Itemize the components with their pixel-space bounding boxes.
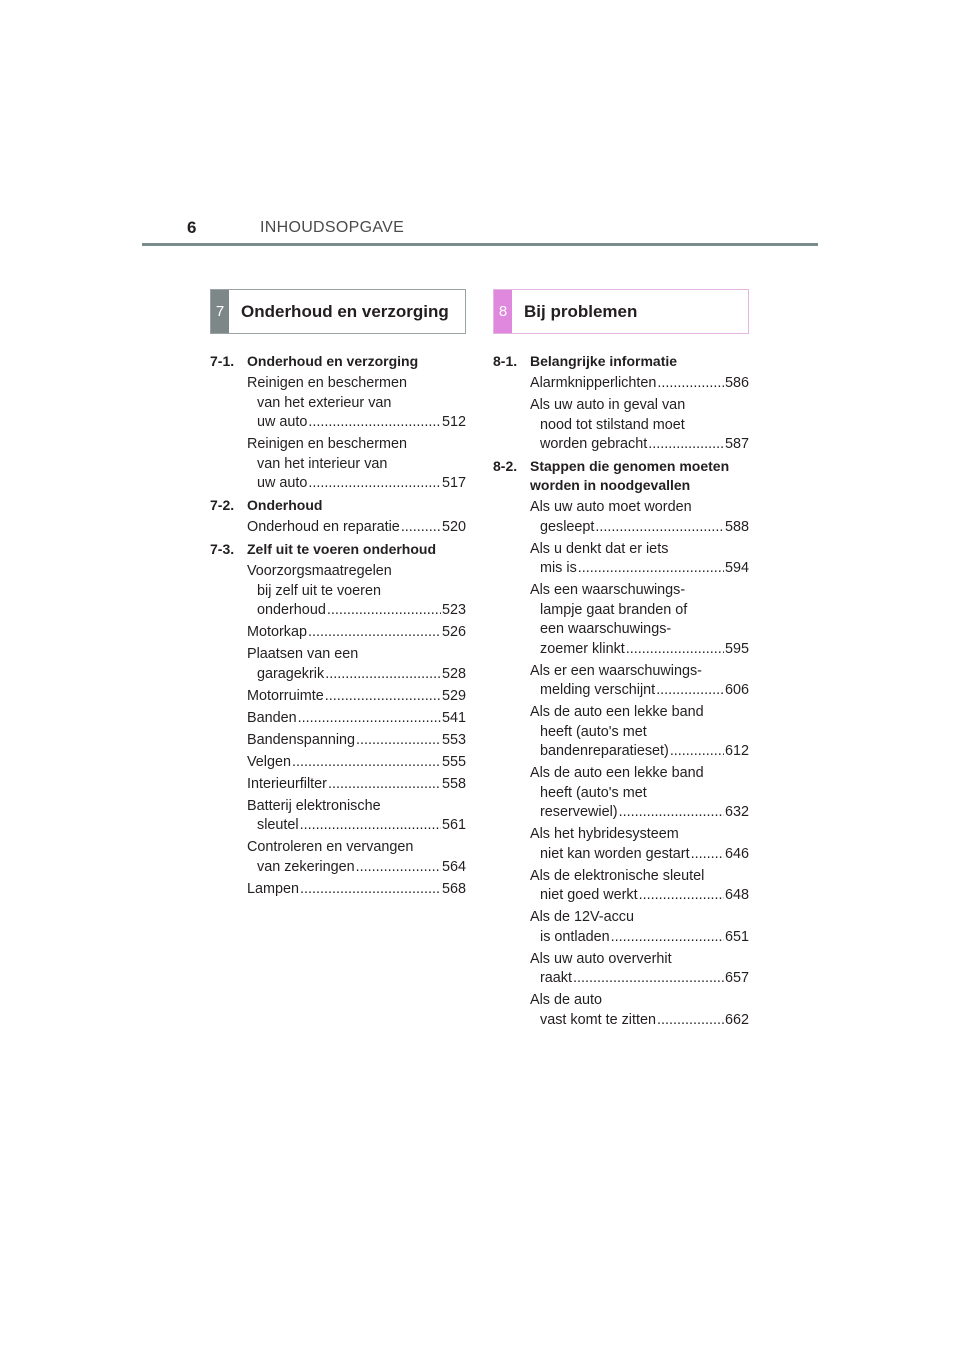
toc-entry[interactable] (247, 797, 466, 836)
entry-text: Motorruimte (247, 687, 324, 704)
page-reference: 541 (441, 709, 466, 726)
toc-entry[interactable] (530, 825, 749, 864)
toc-entry[interactable] (247, 435, 466, 494)
entry-text: garagekrik (257, 665, 325, 682)
entry-last-line (247, 753, 466, 773)
entry-text: Alarmknipperlichten (530, 375, 657, 391)
entry-last-line (247, 474, 466, 494)
entry-last-line (530, 845, 749, 865)
section-title: Onderhoud en verzorging (241, 302, 449, 321)
entry-text: melding verschijnt (540, 682, 656, 698)
dot-leader (308, 413, 441, 433)
chapter-title: Zelf uit te voeren onderhoud (247, 541, 437, 557)
entry-text-line: Reinigen en beschermen (247, 375, 407, 391)
entry-last-line (530, 969, 749, 989)
page-reference: 594 (724, 560, 749, 576)
chapter-number: 8-1. (493, 353, 518, 369)
dot-leader (300, 880, 441, 900)
entry-last-line (247, 687, 466, 707)
dot-leader (300, 816, 441, 836)
toc-entry[interactable] (530, 540, 749, 579)
chapter-list (210, 352, 466, 899)
entry-text-line: Controleren en vervangen (247, 839, 414, 855)
entry-last-line (247, 665, 466, 685)
entry-text: Bandenspanning (247, 731, 356, 748)
entry-last-line (530, 559, 749, 579)
toc-entry[interactable] (530, 662, 749, 701)
toc-entry[interactable] (530, 498, 749, 537)
entry-text-line: Batterij elektronische (247, 797, 381, 814)
toc-entry[interactable] (247, 880, 466, 900)
page-reference: 553 (441, 731, 466, 748)
dot-leader (611, 928, 724, 948)
dot-leader (356, 858, 441, 878)
chapter-heading (210, 540, 466, 559)
entry-text-line: heeft (auto's met (540, 723, 647, 740)
entry-text-line: Als de auto (530, 992, 603, 1008)
dot-leader (691, 845, 724, 865)
page-reference: 657 (724, 970, 749, 986)
entry-text: Banden (247, 709, 297, 726)
page-reference: 517 (441, 475, 466, 491)
entry-text-line: bij zelf uit te voeren (257, 582, 381, 599)
dot-leader (595, 518, 724, 538)
entry-text: worden gebracht (540, 436, 648, 452)
entry-text-line: Voorzorgsmaatregelen (247, 563, 392, 579)
entry-text-line: Als uw auto oververhit (530, 950, 672, 967)
entry-text: is ontladen (540, 928, 610, 945)
entry-last-line (247, 518, 466, 538)
dot-leader (298, 709, 441, 729)
toc-entry[interactable] (530, 764, 749, 823)
dot-leader (401, 518, 441, 538)
dot-leader (308, 474, 441, 494)
entry-text-line: Reinigen en beschermen (247, 436, 407, 452)
entry-text: uw auto (257, 475, 308, 491)
entry-text-line: Als een waarschuwings- (530, 582, 686, 598)
entry-last-line (247, 623, 466, 643)
toc-entry[interactable] (530, 908, 749, 947)
dot-leader (639, 886, 724, 906)
toc-entry[interactable] (247, 374, 466, 433)
chapter-title: Onderhoud en verzorging (247, 353, 419, 369)
page-reference: 568 (441, 880, 466, 897)
toc-entry[interactable] (530, 703, 749, 762)
entry-text: van zekeringen (257, 858, 355, 875)
entry-text-line: Als de 12V-accu (530, 909, 634, 925)
dot-leader (327, 601, 441, 621)
entry-text: sleutel (257, 817, 299, 833)
page-reference: 606 (724, 682, 749, 698)
dot-leader (573, 969, 724, 989)
header-rule (142, 243, 818, 246)
dot-leader (656, 681, 724, 701)
section-title: Bij problemen (524, 302, 638, 321)
page-reference: 528 (441, 665, 466, 682)
entry-text: raakt (540, 970, 572, 986)
entry-text: mis is (540, 560, 577, 576)
chapter-title: Stappen die genomen moeten worden in noodgevallen (530, 458, 730, 493)
section-header-7 (210, 289, 466, 334)
dot-leader (670, 742, 724, 762)
toc-entry[interactable] (530, 396, 749, 455)
page-reference: 588 (724, 518, 749, 535)
toc-column-8 (493, 289, 749, 1033)
dot-leader (657, 1011, 724, 1031)
dot-leader (648, 435, 724, 455)
chapter-heading (493, 457, 749, 495)
entry-text: Onderhoud en reparatie (247, 519, 400, 535)
entry-last-line (530, 640, 749, 660)
toc-entry[interactable] (247, 623, 466, 643)
entry-text-line: van het exterieur van (257, 394, 392, 411)
dot-leader (325, 665, 441, 685)
chapter-list (493, 352, 749, 1030)
page-reference: 564 (441, 858, 466, 875)
entry-text: Velgen (247, 753, 292, 770)
entry-last-line (530, 886, 749, 906)
entry-text: onderhoud (257, 602, 326, 618)
page-reference: 558 (441, 775, 466, 792)
entry-text-line: Als de auto een lekke band (530, 704, 704, 720)
toc-entry[interactable] (247, 562, 466, 621)
chapter-number: 7-1. (210, 353, 235, 369)
toc-entry[interactable] (530, 374, 749, 394)
entry-text: Lampen (247, 880, 300, 897)
entry-text-line: Als u denkt dat er iets (530, 540, 669, 557)
dot-leader (292, 753, 441, 773)
entry-text: uw auto (257, 414, 308, 430)
entry-text: vast komt te zitten (540, 1011, 656, 1028)
entry-last-line (247, 816, 466, 836)
toc-entry[interactable] (247, 731, 466, 751)
entry-text-line: lampje gaat branden of (540, 601, 688, 618)
entry-text-line: Als uw auto in geval van (530, 397, 686, 413)
toc-column-7 (210, 289, 466, 902)
toc-entry[interactable] (247, 709, 466, 729)
page-reference: 648 (724, 887, 749, 903)
entry-last-line (530, 435, 749, 455)
dot-leader (308, 623, 441, 643)
toc-entry[interactable] (247, 838, 466, 877)
entry-last-line (247, 731, 466, 751)
toc-entry[interactable] (530, 867, 749, 906)
section-number-tab: 7 (211, 290, 229, 333)
toc-entry[interactable] (247, 775, 466, 795)
page-header (142, 216, 818, 246)
toc-entry[interactable] (530, 581, 749, 659)
page-reference: 646 (724, 845, 749, 862)
entry-text-line: Als er een waarschuwings- (530, 662, 702, 679)
entry-text-line: Als de elektronische sleutel (530, 867, 705, 884)
entry-text: niet kan worden gestart (540, 845, 690, 862)
entry-text-line: Als uw auto moet worden (530, 499, 692, 515)
page-reference: 561 (441, 817, 466, 833)
chapter-heading (493, 352, 749, 371)
dot-leader (626, 640, 724, 660)
page-reference: 586 (724, 375, 749, 391)
entry-last-line (247, 601, 466, 621)
entry-last-line (247, 880, 466, 900)
section-number-tab: 8 (494, 290, 512, 333)
dot-leader (619, 803, 724, 823)
entry-text-line: een waarschuwings- (540, 621, 672, 637)
entry-text-line: heeft (auto's met (540, 784, 647, 801)
entry-text: Interieurfilter (247, 775, 327, 792)
chapter-number: 8-2. (493, 458, 518, 474)
toc-entry[interactable] (247, 645, 466, 684)
entry-last-line (247, 413, 466, 433)
entry-text: bandenreparatieset) (540, 743, 669, 759)
entry-last-line (530, 928, 749, 948)
entry-last-line (530, 681, 749, 701)
entry-text: gesleept (540, 518, 595, 535)
entry-text-line: Als het hybridesysteem (530, 826, 679, 842)
page-number: 6 (187, 218, 197, 237)
page-reference: 529 (441, 687, 466, 704)
toc-entry[interactable] (247, 518, 466, 538)
entry-last-line (530, 1011, 749, 1031)
entry-last-line (530, 803, 749, 823)
toc-entry[interactable] (530, 950, 749, 989)
chapter-number: 7-2. (210, 497, 235, 513)
page-reference: 555 (441, 753, 466, 770)
entry-last-line (247, 775, 466, 795)
page-reference: 662 (724, 1011, 749, 1028)
toc-entry[interactable] (247, 687, 466, 707)
chapter-heading (210, 352, 466, 371)
page-reference: 651 (724, 928, 749, 945)
page-reference: 520 (441, 519, 466, 535)
page-reference: 512 (441, 414, 466, 430)
entry-last-line (530, 742, 749, 762)
entry-last-line (247, 858, 466, 878)
chapter-number: 7-3. (210, 541, 235, 557)
entry-text: Motorkap (247, 624, 307, 640)
page-title: INHOUDSOPGAVE (260, 219, 405, 236)
dot-leader (578, 559, 724, 579)
entry-last-line (530, 518, 749, 538)
entry-text-line: Plaatsen van een (247, 646, 359, 662)
toc-entry[interactable] (530, 991, 749, 1030)
page-reference: 632 (724, 804, 749, 820)
entry-last-line (530, 374, 749, 394)
entry-text: zoemer klinkt (540, 640, 625, 657)
entry-text-line: Als de auto een lekke band (530, 765, 704, 781)
page-reference: 523 (441, 602, 466, 618)
page-reference: 587 (724, 436, 749, 452)
entry-last-line (247, 709, 466, 729)
entry-text-line: van het interieur van (257, 455, 388, 472)
page-reference: 526 (441, 624, 466, 640)
dot-leader (657, 374, 724, 394)
dot-leader (356, 731, 441, 751)
entry-text: reservewiel) (540, 804, 618, 820)
section-header-8 (493, 289, 749, 334)
chapter-title: Belangrijke informatie (530, 353, 678, 369)
entry-text: niet goed werkt (540, 887, 638, 903)
page-reference: 595 (724, 640, 749, 657)
chapter-title: Onderhoud (247, 497, 323, 513)
chapter-heading (210, 496, 466, 515)
entry-text-line: nood tot stilstand moet (540, 416, 685, 433)
dot-leader (328, 775, 441, 795)
toc-entry[interactable] (247, 753, 466, 773)
dot-leader (325, 687, 441, 707)
page-reference: 612 (724, 743, 749, 759)
